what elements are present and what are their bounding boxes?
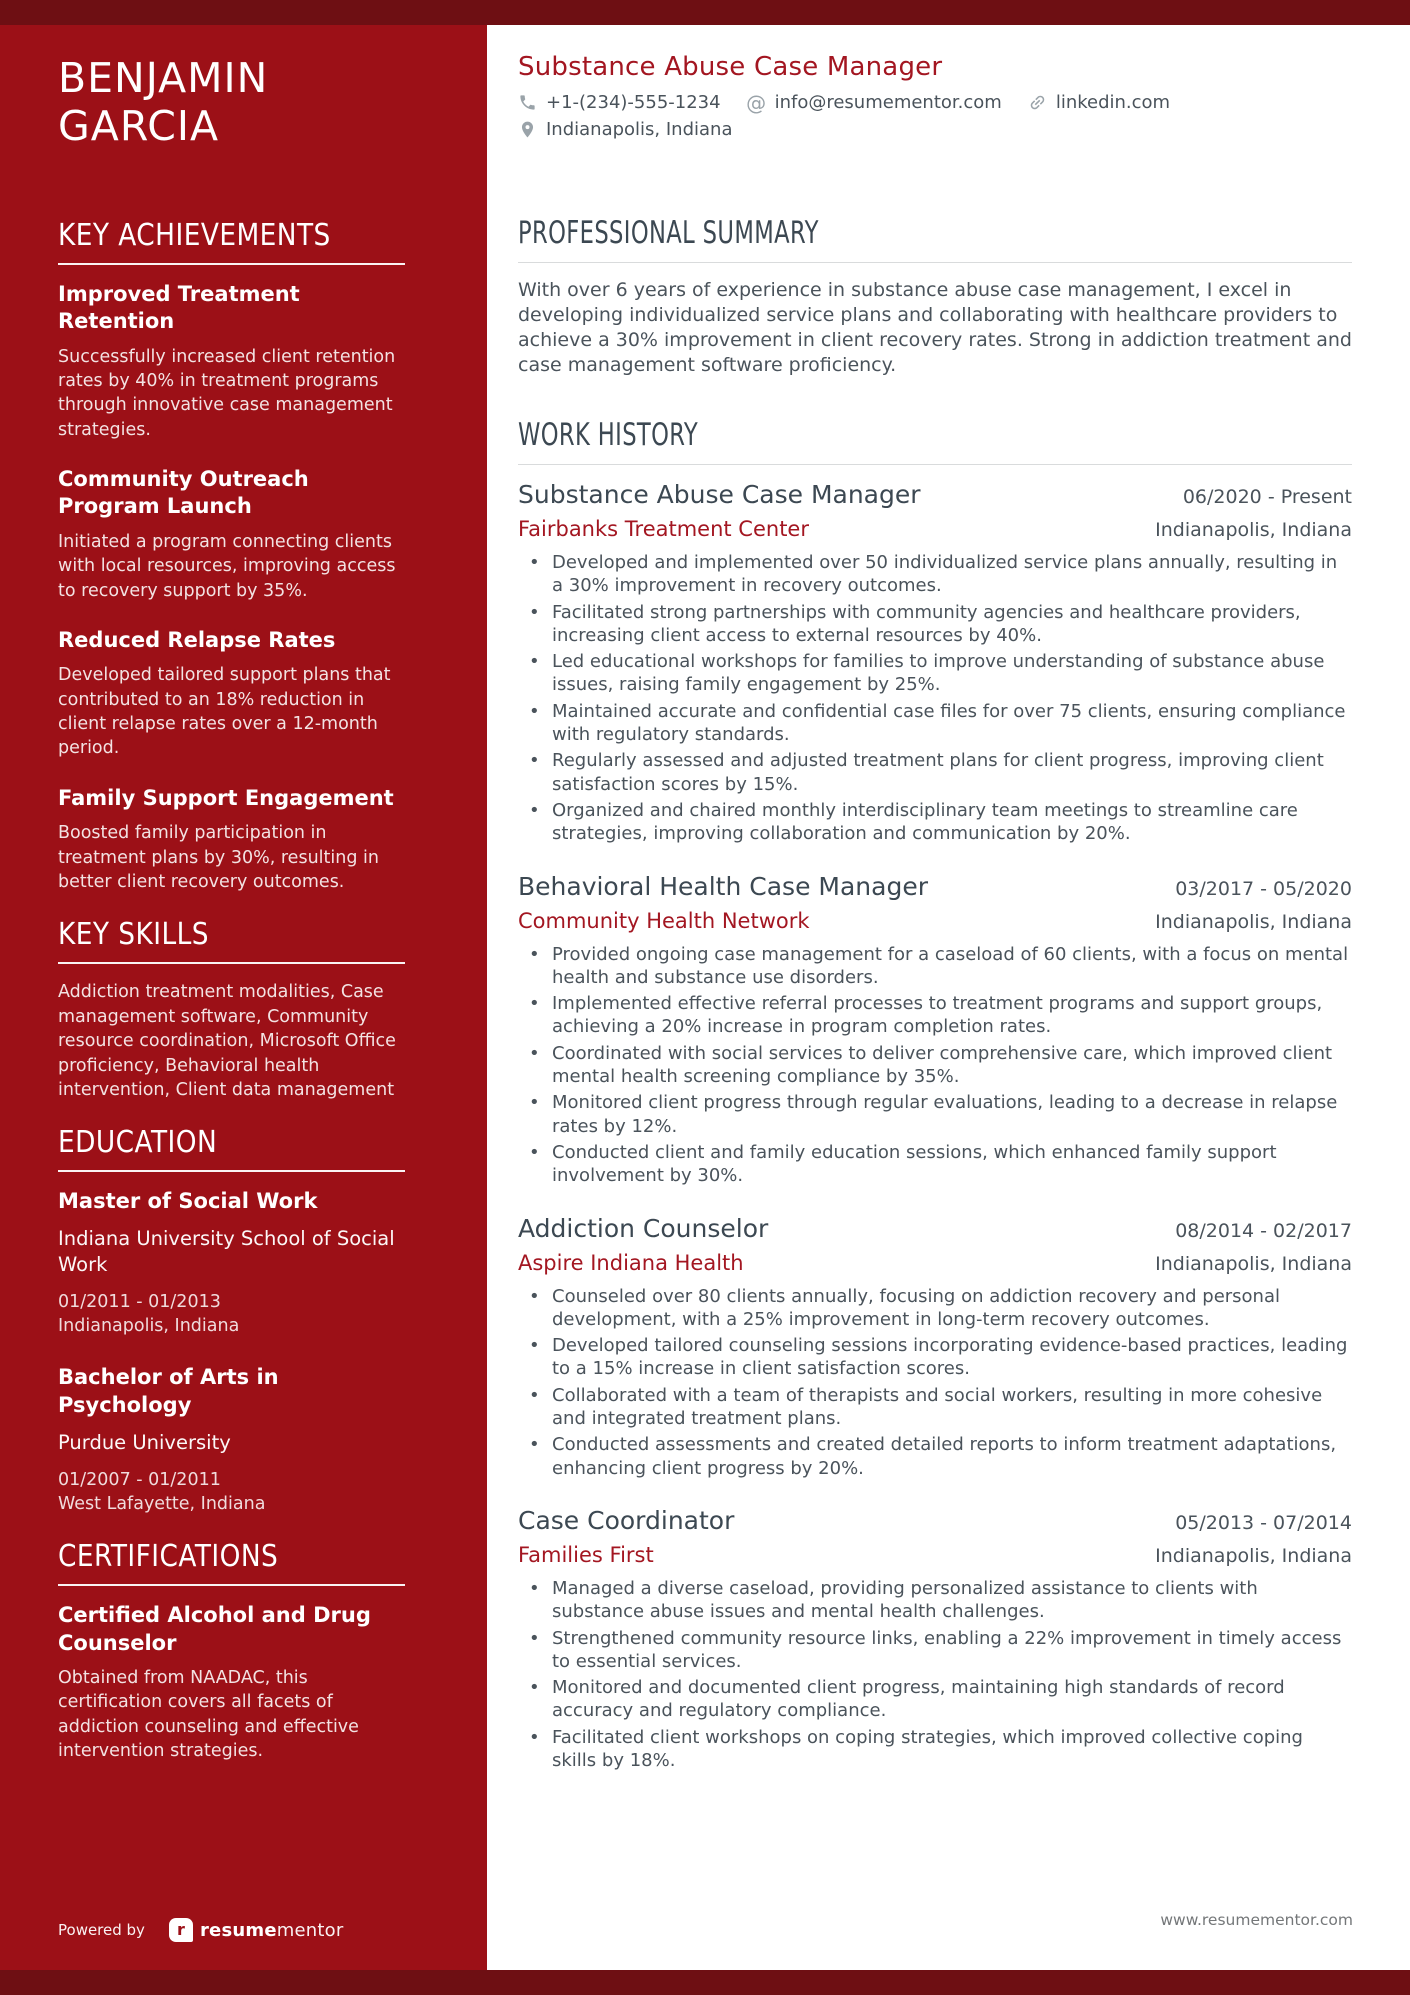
job-dates: 03/2017 - 05/2020: [1175, 877, 1352, 900]
job-bullet-list: [518, 551, 1352, 846]
job-company: Aspire Indiana Health: [518, 1250, 744, 1275]
job-entry: [518, 1506, 1352, 1772]
phone-icon: [518, 93, 537, 112]
job-role: Case Coordinator: [518, 1505, 735, 1535]
key-achievements-heading: KEY ACHIEVEMENTS: [58, 217, 331, 253]
powered-by-label: Powered by: [58, 1921, 145, 1939]
email-contact[interactable]: [747, 92, 1002, 113]
job-bullet: • Monitored client progress through regular evaluations, leading to a decrease in relapse rates by 12%.: [518, 1091, 1352, 1138]
job-bullet: • Developed and implemented over 50 individualized service plans annually, resulting in a 30% improvement in recovery outcomes.: [518, 551, 1352, 598]
job-bullet: • Maintained accurate and confidential case files for over 75 clients, ensuring compliance with regulatory standards.: [518, 700, 1352, 747]
work-history-section: [518, 417, 1352, 1772]
education-list: [58, 1188, 405, 1516]
resumementor-brand[interactable]: resumementor: [199, 1919, 344, 1941]
degree-title: Bachelor of Arts in Psychology: [58, 1365, 279, 1418]
achievement-item: [58, 466, 405, 603]
location-contact: [518, 119, 733, 140]
achievement-title: Improved Treatment Retention: [58, 281, 300, 334]
job-bullet: • Strengthened community resource links, enabling a 22% improvement in timely access to essential services.: [518, 1627, 1352, 1674]
contact-row-2: [518, 119, 1352, 140]
achievement-list: [58, 281, 405, 894]
education-location: Indianapolis, Indiana: [58, 1316, 240, 1337]
education-item: [58, 1364, 405, 1516]
email-address[interactable]: info@resumementor.com: [774, 92, 1002, 113]
job-dates: 06/2020 - Present: [1182, 486, 1352, 508]
certification-title: Certified Alcohol and Drug Counselor: [58, 1603, 371, 1655]
job-entry: [518, 872, 1352, 1188]
top-border-strip: [0, 0, 1410, 25]
job-bullet: • Monitored and documented client progress, maintaining high standards of record accuracy and regulatory compliance.: [518, 1676, 1352, 1723]
achievement-text: Successfully increased client retention rates by 40% in treatment programs through innovative case management strategies.: [58, 346, 396, 440]
job-role: Substance Abuse Case Manager: [518, 480, 921, 509]
professional-summary-section: [518, 215, 1352, 378]
achievement-item: [58, 785, 405, 895]
job-bullet: • Coordinated with social services to deliver comprehensive care, which improved client mental health screening compliance by 35%.: [518, 1042, 1352, 1089]
job-company: Families First: [518, 1542, 654, 1567]
school-name: Purdue University: [58, 1431, 231, 1455]
certifications-section: [58, 1539, 405, 1763]
job-entry: [518, 1214, 1352, 1480]
achievement-item: [58, 627, 405, 761]
job-bullet-list: [518, 1577, 1352, 1772]
job-dates: 08/2014 - 02/2017: [1175, 1219, 1352, 1242]
work-history-heading: WORK HISTORY: [518, 417, 699, 453]
achievement-title: Reduced Relapse Rates: [58, 627, 336, 652]
achievement-title: Community Outreach Program Launch: [58, 467, 309, 519]
job-location: Indianapolis, Indiana: [1155, 519, 1352, 541]
job-bullet: • Conducted client and family education sessions, which enhanced family support involvement by 30%.: [518, 1141, 1352, 1188]
certification-text: Obtained from NAADAC, this certification covers all facets of addiction counseling and effective intervention strategies.: [58, 1667, 359, 1762]
phone-number: +1-(234)-555-1234: [546, 92, 721, 113]
job-location: Indianapolis, Indiana: [1155, 1544, 1352, 1567]
job-bullet: • Led educational workshops for families to improve understanding of substance abuse issues, raising family engagement by 25%.: [518, 650, 1352, 697]
section-divider: [518, 464, 1352, 465]
job-company: Fairbanks Treatment Center: [518, 517, 809, 541]
job-bullet: • Facilitated client workshops on coping strategies, which improved collective coping skills by 18%.: [518, 1726, 1352, 1773]
linkedin-url[interactable]: linkedin.com: [1055, 92, 1171, 113]
key-achievements-section: [58, 217, 405, 894]
achievement-title: Family Support Engagement: [58, 785, 394, 810]
education-dates: 01/2011 - 01/2013: [58, 1292, 221, 1313]
skills-text: Addiction treatment modalities, Case management software, Community resource coordination, Microsoft Office proficiency, Behavioral health intervention, Client data management: [58, 982, 396, 1101]
education-dates: 01/2007 - 01/2011: [58, 1470, 221, 1491]
job-bullet: • Developed tailored counseling sessions incorporating evidence-based practices, leading to a 15% increase in client satisfaction scores.: [518, 1334, 1352, 1381]
job-role: Addiction Counselor: [518, 1213, 769, 1243]
job-bullet: • Conducted assessments and created detailed reports to inform treatment adaptations, enhancing client progress by 20%.: [518, 1433, 1352, 1480]
education-heading: EDUCATION: [58, 1125, 218, 1161]
job-bullet: • Implemented effective referral processes to treatment programs and support groups, achieving a 20% increase in program completion rates.: [518, 992, 1352, 1039]
job-location: Indianapolis, Indiana: [1155, 910, 1352, 933]
job-bullet: • Managed a diverse caseload, providing personalized assistance to clients with substance abuse issues and mental health challenges.: [518, 1577, 1352, 1624]
heading-underline: [58, 1584, 405, 1586]
job-bullet-list: [518, 943, 1352, 1188]
location-pin-icon: [518, 120, 537, 139]
job-subheader: [518, 909, 1352, 933]
job-subheader: [518, 517, 1352, 541]
job-header: [518, 1214, 1352, 1244]
achievement-item: [58, 281, 405, 442]
main-column: [487, 25, 1410, 1970]
achievement-text: Initiated a program connecting clients with local resources, improving access to recovery support by 35%.: [58, 531, 396, 601]
achievement-text: Developed tailored support plans that contributed to an 18% reduction in client relapse rates over a 12-month period.: [58, 665, 391, 759]
job-subheader: [518, 1543, 1352, 1567]
contact-row-1: [518, 92, 1352, 113]
sidebar: [0, 25, 487, 1970]
powered-by-footer: [58, 1918, 343, 1942]
job-company: Community Health Network: [518, 908, 810, 933]
job-location: Indianapolis, Indiana: [1155, 1252, 1352, 1275]
achievement-text: Boosted family participation in treatment plans by 30%, resulting in better client recovery outcomes.: [58, 823, 379, 892]
heading-underline: [58, 1170, 405, 1172]
linkedin-contact[interactable]: [1028, 92, 1170, 113]
job-dates: 05/2013 - 07/2014: [1175, 1511, 1352, 1534]
link-icon: [1028, 93, 1047, 112]
education-item: [58, 1188, 405, 1338]
resume-title: Substance Abuse Case Manager: [518, 52, 943, 82]
education-location: West Lafayette, Indiana: [58, 1494, 266, 1515]
phone-contact: [518, 92, 721, 113]
website-link[interactable]: www.resumementor.com: [1160, 1911, 1353, 1929]
job-subheader: [518, 1251, 1352, 1275]
job-header: [518, 872, 1352, 902]
professional-summary-heading: PROFESSIONAL SUMMARY: [518, 215, 819, 251]
job-entry: [518, 480, 1352, 846]
job-bullet-list: [518, 1285, 1352, 1480]
job-bullet: • Regularly assessed and adjusted treatment plans for client progress, improving client satisfaction scores by 15%.: [518, 749, 1352, 796]
candidate-name: BENJAMIN GARCIA: [58, 54, 269, 150]
job-bullet: • Counseled over 80 clients annually, focusing on addiction recovery and personal development, with a 25% improvement in long-term recovery outcomes.: [518, 1285, 1352, 1332]
certifications-heading: CERTIFICATIONS: [58, 1539, 279, 1575]
heading-underline: [58, 263, 405, 265]
job-header: [518, 1506, 1352, 1536]
bottom-border-strip: [0, 1970, 1410, 1995]
key-skills-heading: KEY SKILLS: [58, 917, 209, 953]
job-role: Behavioral Health Case Manager: [518, 871, 928, 901]
education-section: [58, 1125, 405, 1516]
key-skills-section: [58, 917, 405, 1102]
degree-title: Master of Social Work: [58, 1189, 318, 1214]
job-bullet: • Provided ongoing case management for a caseload of 60 clients, with a focus on mental health and substance use disorders.: [518, 943, 1352, 990]
location-text: Indianapolis, Indiana: [546, 119, 733, 140]
certification-item: [58, 1602, 405, 1763]
school-name: Indiana University School of Social Work: [58, 1227, 395, 1277]
summary-text: With over 6 years of experience in substance abuse case management, I excel in developing individualized service plans and collaborating with healthcare providers to achieve a 30% improvement in client recovery rates. Strong in addiction treatment and case management software proficiency.: [518, 279, 1352, 376]
heading-underline: [58, 962, 405, 964]
job-header: [518, 480, 1352, 510]
section-divider: [518, 262, 1352, 263]
at-icon: @: [746, 90, 767, 115]
job-bullet: • Collaborated with a team of therapists and social workers, resulting in more cohesive and integrated treatment plans.: [518, 1384, 1352, 1431]
job-bullet: • Organized and chaired monthly interdisciplinary team meetings to streamline care strategies, improving collaboration and communication by 20%.: [518, 799, 1352, 846]
certification-list: [58, 1602, 405, 1763]
job-bullet: • Facilitated strong partnerships with community agencies and healthcare providers, increasing client access to external resources by 40%.: [518, 601, 1352, 648]
resumementor-logo-icon: r: [169, 1918, 193, 1942]
